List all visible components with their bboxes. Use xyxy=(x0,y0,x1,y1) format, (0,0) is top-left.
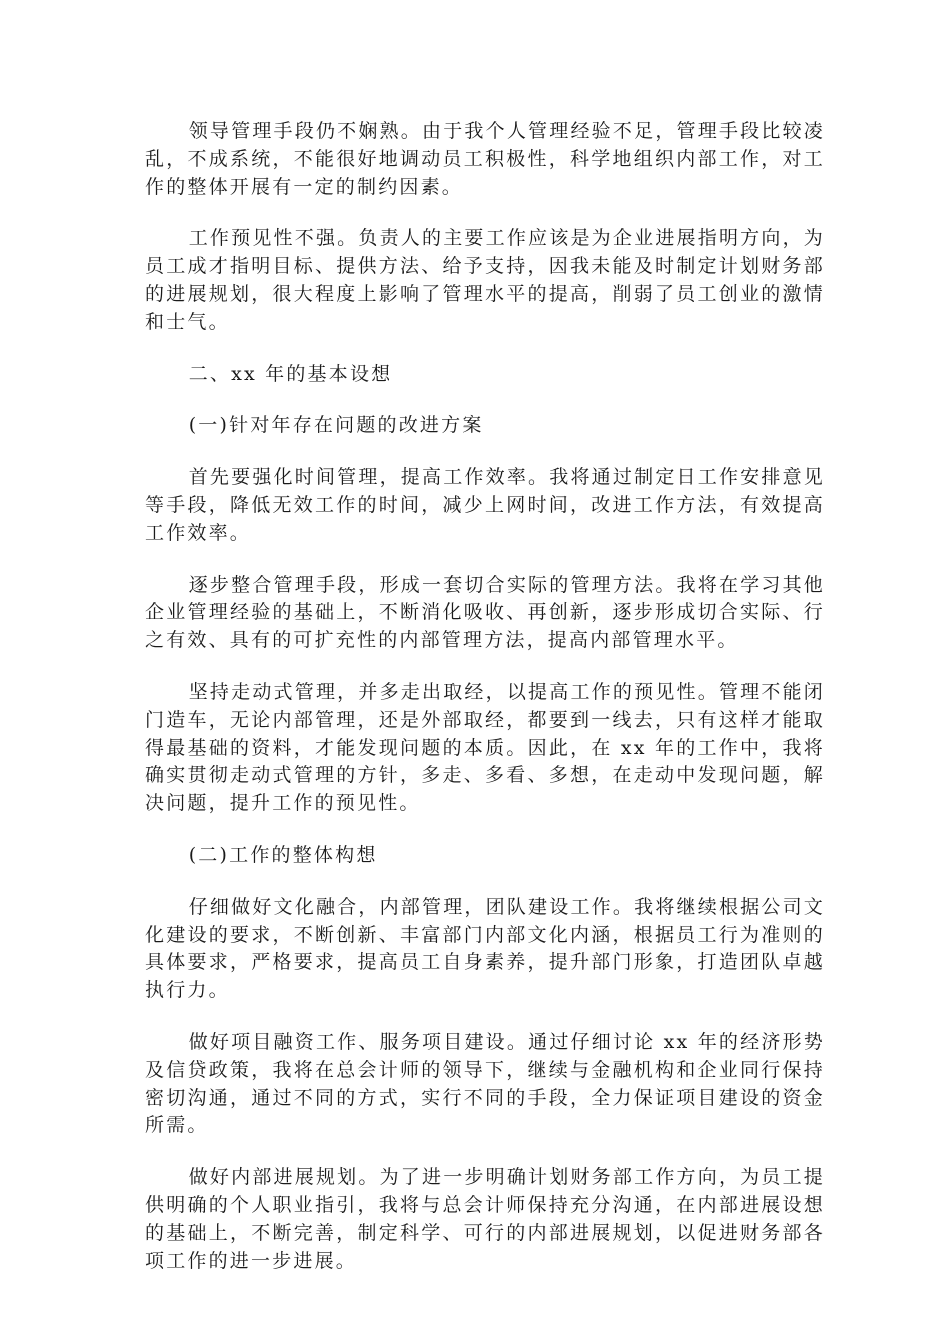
paragraph: 工作预见性不强。负责人的主要工作应该是为企业进展指明方向，为员工成才指明目标、提供方法、给予支持，因我未能及时制定计划财务部的进展规划，很大程度上影响了管理水平的提高，削弱了员工创业的激情和士气。 xyxy=(145,227,825,333)
subsection-heading: (二)工作的整体构想 xyxy=(188,843,378,866)
document-body xyxy=(145,118,825,1299)
section-heading: 二、xx 年的基本设想 xyxy=(188,362,393,385)
paragraph: 做好内部进展规划。为了进一步明确计划财务部工作方向，为员工提供明确的个人职业指引，我将与总会计师保持充分沟通，在内部进展设想的基础上，不断完善，制定科学、可行的内部进展规划，以促进财务部各项工作的进一步进展。 xyxy=(145,1166,825,1272)
paragraph: 逐步整合管理手段，形成一套切合实际的管理方法。我将在学习其他企业管理经验的基础上，不断消化吸收、再创新，逐步形成切合实际、行之有效、具有的可扩充性的内部管理方法，提高内部管理水平。 xyxy=(145,573,825,652)
paragraph: 领导管理手段仍不娴熟。由于我个人管理经验不足，管理手段比较凌乱，不成系统，不能很好地调动员工积极性，科学地组织内部工作，对工作的整体开展有一定的制约因素。 xyxy=(145,120,825,198)
paragraph: 做好项目融资工作、服务项目建设。通过仔细讨论 xx 年的经济形势及信贷政策，我将在总会计师的领导下，继续与金融机构和企业同行保持密切沟通，通过不同的方式，实行不同的手段，全力保证项目建设的资金所需。 xyxy=(145,1030,825,1137)
paragraph: 坚持走动式管理，并多走出取经，以提高工作的预见性。管理不能闭门造车，无论内部管理，还是外部取经，都要到一线去，只有这样才能取得最基础的资料，才能发现问题的本质。因此，在 xx 年的工作中，我将确实贯彻走动式管理的方针，多走、多看、多想，在走动中发现问题，解决问题，提升工作的预见性。 xyxy=(145,680,825,815)
paragraph: 首先要强化时间管理，提高工作效率。我将通过制定日工作安排意见等手段，降低无效工作的时间，减少上网时间，改进工作方法，有效提高工作效率。 xyxy=(145,466,825,544)
paragraph: 仔细做好文化融合，内部管理，团队建设工作。我将继续根据公司文化建设的要求，不断创新、丰富部门内部文化内涵，根据员工行为准则的具体要求，严格要求，提高员工自身素养，提升部门形象，打造团队卓越执行力。 xyxy=(145,895,825,1002)
subsection-heading: (一)针对年存在问题的改进方案 xyxy=(188,414,484,437)
